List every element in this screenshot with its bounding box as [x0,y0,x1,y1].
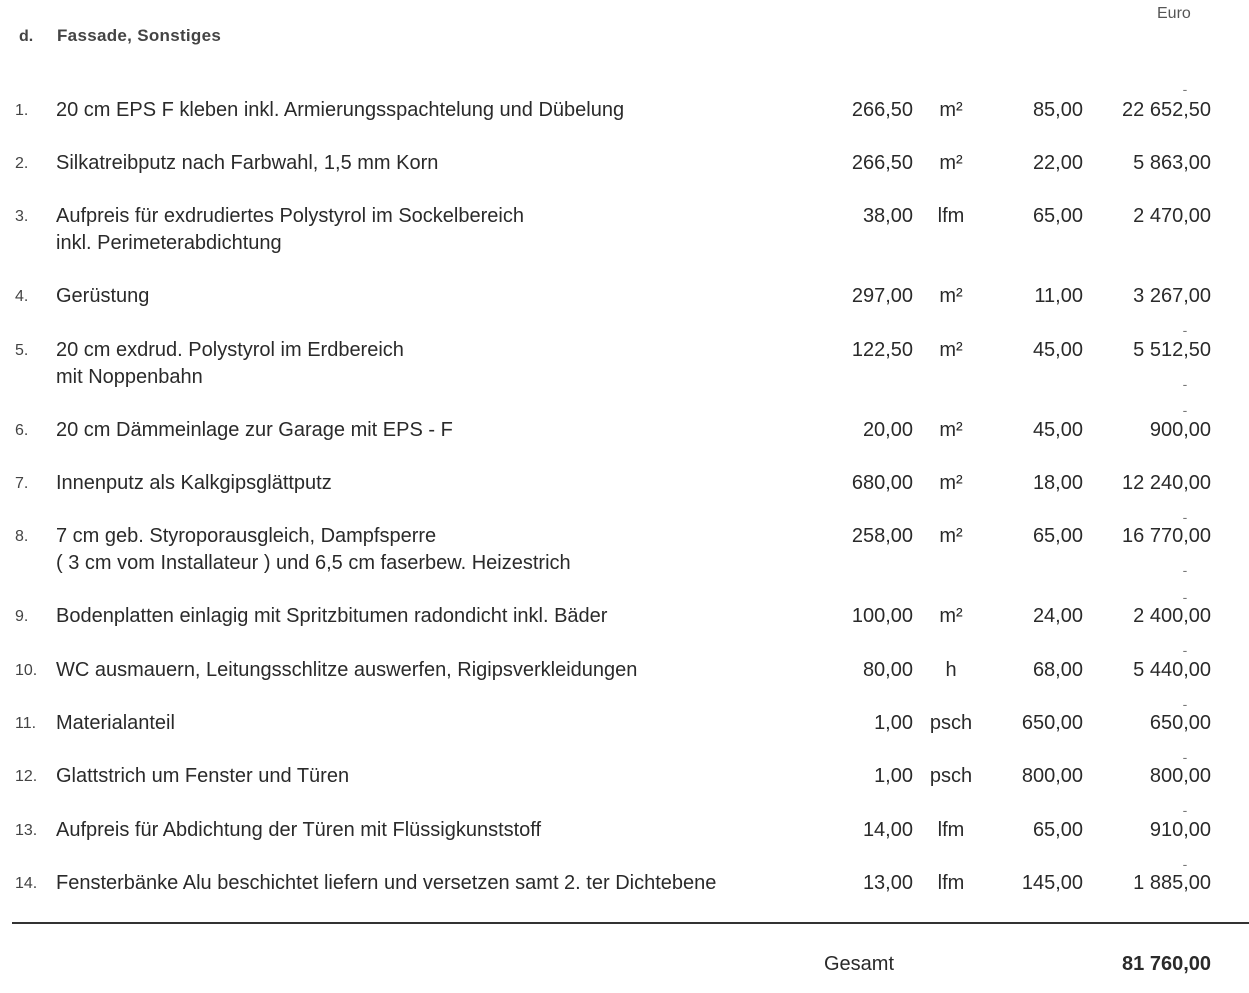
item-number: 8. [15,528,29,545]
item-number: 10. [15,662,38,679]
item-number: 13. [15,822,38,839]
item-description-line: Glattstrich um Fenster und Türen [56,765,350,787]
item-quantity: 122,50 [851,339,913,361]
currency-label: Euro [1157,5,1191,22]
dash-mark: - [1182,322,1188,338]
total-label: Gesamt [824,953,895,975]
item-quantity: 1,00 [874,765,913,787]
item-description-line: WC ausmauern, Leitungsschlitze auswerfen, Rigipsverkleidungen [56,659,638,681]
item-unit-price: 18,00 [1032,472,1083,494]
item-total: 1 885,00 [1133,872,1211,894]
item-unit-price: 45,00 [1032,419,1083,441]
item-description-line: Silkatreibputz nach Farbwahl, 1,5 mm Korn [56,152,439,174]
dash-mark: - [1182,562,1188,578]
item-description [56,763,796,790]
line-item-row [0,470,1249,524]
total-value: 81 760,00 [1122,953,1211,975]
item-quantity: 100,00 [851,605,913,627]
item-unit: psch [929,765,973,787]
item-unit: m² [939,99,963,121]
item-unit-price: 145,00 [1021,872,1083,894]
line-item-row [0,283,1249,337]
item-total: 12 240,00 [1122,472,1211,494]
item-description [56,817,796,844]
item-total: 2 400,00 [1133,605,1211,627]
line-item-row [0,150,1249,204]
item-number: 11. [15,715,37,732]
item-unit: m² [939,285,963,307]
item-description-line: Gerüstung [56,285,150,307]
item-unit: lfm [937,819,965,841]
dash-mark: - [1182,402,1188,418]
item-description-line: Innenputz als Kalkgipsglättputz [56,472,332,494]
item-description-line: Materialanteil [56,712,175,734]
item-unit-price: 11,00 [1034,285,1083,307]
dash-mark: - [1182,376,1188,392]
total-divider [12,922,1249,924]
item-number: 1. [15,102,29,119]
item-number: 5. [15,342,29,359]
line-item-row [0,710,1249,764]
section-letter: d. [19,28,34,45]
item-unit-price: 65,00 [1032,525,1083,547]
item-unit: m² [939,472,963,494]
item-number: 9. [15,608,29,625]
item-unit: psch [929,712,973,734]
line-item-row [0,97,1249,151]
item-description [56,603,796,630]
item-description-line: 20 cm exdrud. Polystyrol im Erdbereich [56,339,404,361]
item-unit: m² [939,419,963,441]
item-quantity: 266,50 [851,99,913,121]
item-unit-price: 65,00 [1032,205,1083,227]
item-number: 3. [15,208,29,225]
item-unit-price: 800,00 [1021,765,1083,787]
item-unit: m² [939,339,963,361]
item-number: 14. [15,875,38,892]
dash-mark: - [1182,81,1188,97]
item-quantity: 1,00 [874,712,913,734]
item-quantity: 38,00 [862,205,913,227]
item-quantity: 20,00 [862,419,913,441]
item-description [56,150,796,177]
line-item-row [0,657,1249,711]
item-description [56,337,796,391]
item-description [56,283,796,310]
item-description [56,470,796,497]
item-total: 910,00 [1149,819,1211,841]
item-total: 22 652,50 [1122,99,1211,121]
item-unit-price: 24,00 [1032,605,1083,627]
item-description-line: 7 cm geb. Styroporausgleich, Dampfsperre [56,525,437,547]
item-unit: m² [939,152,963,174]
item-total: 16 770,00 [1122,525,1211,547]
item-description-line: Aufpreis für Abdichtung der Türen mit Flüssigkunststoff [56,819,542,841]
item-number: 12. [15,768,38,785]
item-number: 6. [15,422,29,439]
item-number: 4. [15,288,29,305]
item-description [56,97,796,124]
item-unit-price: 68,00 [1032,659,1083,681]
item-total: 2 470,00 [1133,205,1211,227]
line-item-row [0,203,1249,257]
item-unit-price: 650,00 [1021,712,1083,734]
line-item-row [0,523,1249,577]
item-unit-price: 85,00 [1032,99,1083,121]
item-description-line: Bodenplatten einlagig mit Spritzbitumen radondicht inkl. Bäder [56,605,608,627]
item-description [56,870,796,897]
dash-mark: - [1182,856,1188,872]
item-quantity: 680,00 [851,472,913,494]
item-total: 5 863,00 [1133,152,1211,174]
item-description-line: mit Noppenbahn [56,366,203,388]
item-quantity: 13,00 [862,872,913,894]
dash-mark: - [1182,802,1188,818]
item-number: 7. [15,475,29,492]
line-item-row [0,870,1249,924]
item-description-line: ( 3 cm vom Installateur ) und 6,5 cm faserbew. Heizestrich [56,552,571,574]
item-number: 2. [15,155,29,172]
dash-mark: - [1182,696,1188,712]
item-description [56,523,796,577]
item-description-line: inkl. Perimeterabdichtung [56,232,282,254]
item-total: 650,00 [1149,712,1211,734]
line-item-row [0,337,1249,391]
item-unit-price: 65,00 [1032,819,1083,841]
item-description-line: 20 cm Dämmeinlage zur Garage mit EPS - F [56,419,453,441]
line-item-row [0,763,1249,817]
line-item-row [0,417,1249,471]
item-quantity: 80,00 [862,659,913,681]
item-unit: h [945,659,957,681]
item-quantity: 266,50 [851,152,913,174]
line-item-row [0,603,1249,657]
item-unit: lfm [937,872,965,894]
item-unit: lfm [937,205,965,227]
item-description-line: 20 cm EPS F kleben inkl. Armierungsspachtelung und Dübelung [56,99,625,121]
item-unit-price: 22,00 [1032,152,1083,174]
dash-mark: - [1182,642,1188,658]
item-description-line: Fensterbänke Alu beschichtet liefern und versetzen samt 2. ter Dichtebene [56,872,717,894]
item-description [56,657,796,684]
item-description-line: Aufpreis für exdrudiertes Polystyrol im Sockelbereich [56,205,524,227]
item-unit: m² [939,525,963,547]
item-total: 800,00 [1149,765,1211,787]
item-unit: m² [939,605,963,627]
item-description [56,417,796,444]
item-unit-price: 45,00 [1032,339,1083,361]
item-quantity: 258,00 [851,525,913,547]
dash-mark: - [1182,749,1188,765]
item-total: 5 440,00 [1133,659,1211,681]
line-item-row [0,817,1249,871]
item-total: 900,00 [1149,419,1211,441]
dash-mark: - [1182,589,1188,605]
item-description [56,710,796,737]
item-total: 3 267,00 [1133,285,1211,307]
dash-mark: - [1182,509,1188,525]
item-quantity: 14,00 [862,819,913,841]
section-title: Fassade, Sonstiges [57,26,222,45]
item-description [56,203,796,257]
item-total: 5 512,50 [1133,339,1211,361]
item-quantity: 297,00 [851,285,913,307]
